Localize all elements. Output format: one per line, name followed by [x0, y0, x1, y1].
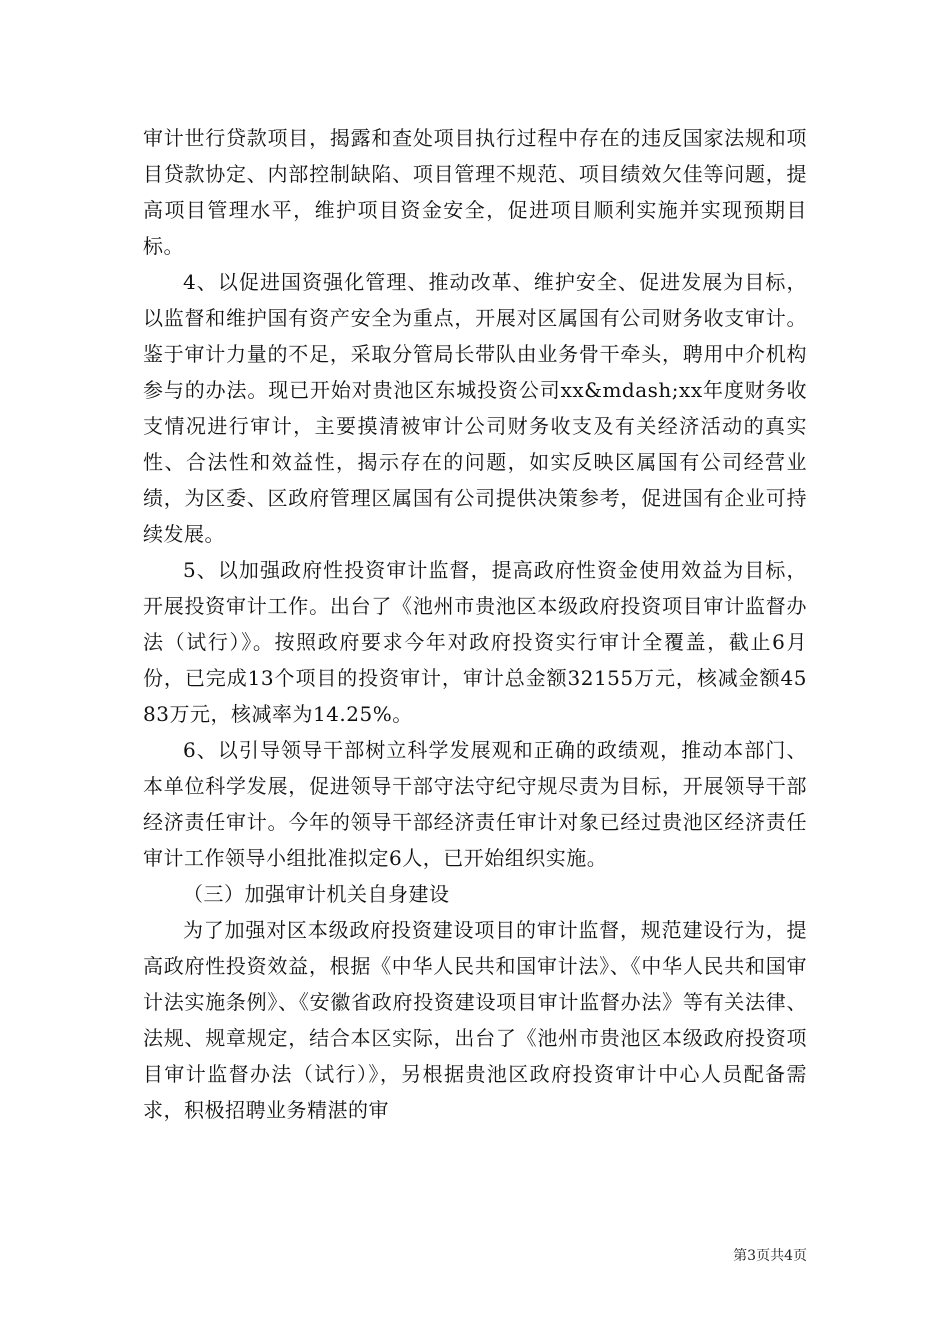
document-body — [143, 120, 807, 1128]
paragraph-item-6: 6、以引导领导干部树立科学发展观和正确的政绩观，推动本部门、本单位科学发展，促进领导干部守法守纪守规尽责为目标，开展领导干部经济责任审计。今年的领导干部经济责任审计对象已经过贵池区经济责任审计工作领导小组批准拟定6人，已开始组织实施。 — [143, 738, 807, 870]
paragraph-section-3: 为了加强对区本级政府投资建设项目的审计监督，规范建设行为，提高政府性投资效益，根据《中华人民共和国审计法》、《中华人民共和国审计法实施条例》、《安徽省政府投资建设项目审计监督办法》等有关法律、法规、规章规定，结合本区实际，出台了《池州市贵池区本级政府投资项目审计监督办法（试行）》，另根据贵池区政府投资审计中心人员配备需求，积极招聘业务精湛的审 — [143, 918, 807, 1122]
page-number: 第3页共4页 — [733, 1248, 807, 1264]
paragraph-continuation: 审计世行贷款项目，揭露和查处项目执行过程中存在的违反国家法规和项目贷款协定、内部控制缺陷、项目管理不规范、项目绩效欠佳等问题，提高项目管理水平，维护项目资金安全，促进项目顺利实施并实现预期目标。 — [143, 126, 807, 258]
section-heading: （三）加强审计机关自身建设 — [183, 882, 450, 906]
paragraph-item-4: 4、以促进国资强化管理、推动改革、维护安全、促进发展为目标，以监督和维护国有资产安全为重点，开展对区属国有公司财务收支审计。鉴于审计力量的不足，采取分管局长带队由业务骨干牵头，聘用中介机构参与的办法。现已开始对贵池区东城投资公司xx&mdash;xx年度财务收支情况进行审计，主要摸清被审计公司财务收支及有关经济活动的真实性、合法性和效益性，揭示存在的问题，如实反映区属国有公司经营业绩，为区委、区政府管理区属国有公司提供决策参考，促进国有企业可持续发展。 — [143, 270, 807, 546]
paragraph-item-5: 5、以加强政府性投资审计监督，提高政府性资金使用效益为目标，开展投资审计工作。出台了《池州市贵池区本级政府投资项目审计监督办法（试行）》。按照政府要求今年对政府投资实行审计全覆盖，截止6月份，已完成13个项目的投资审计，审计总金额32155万元，核减金额4583万元，核减率为14.25%。 — [143, 558, 807, 726]
